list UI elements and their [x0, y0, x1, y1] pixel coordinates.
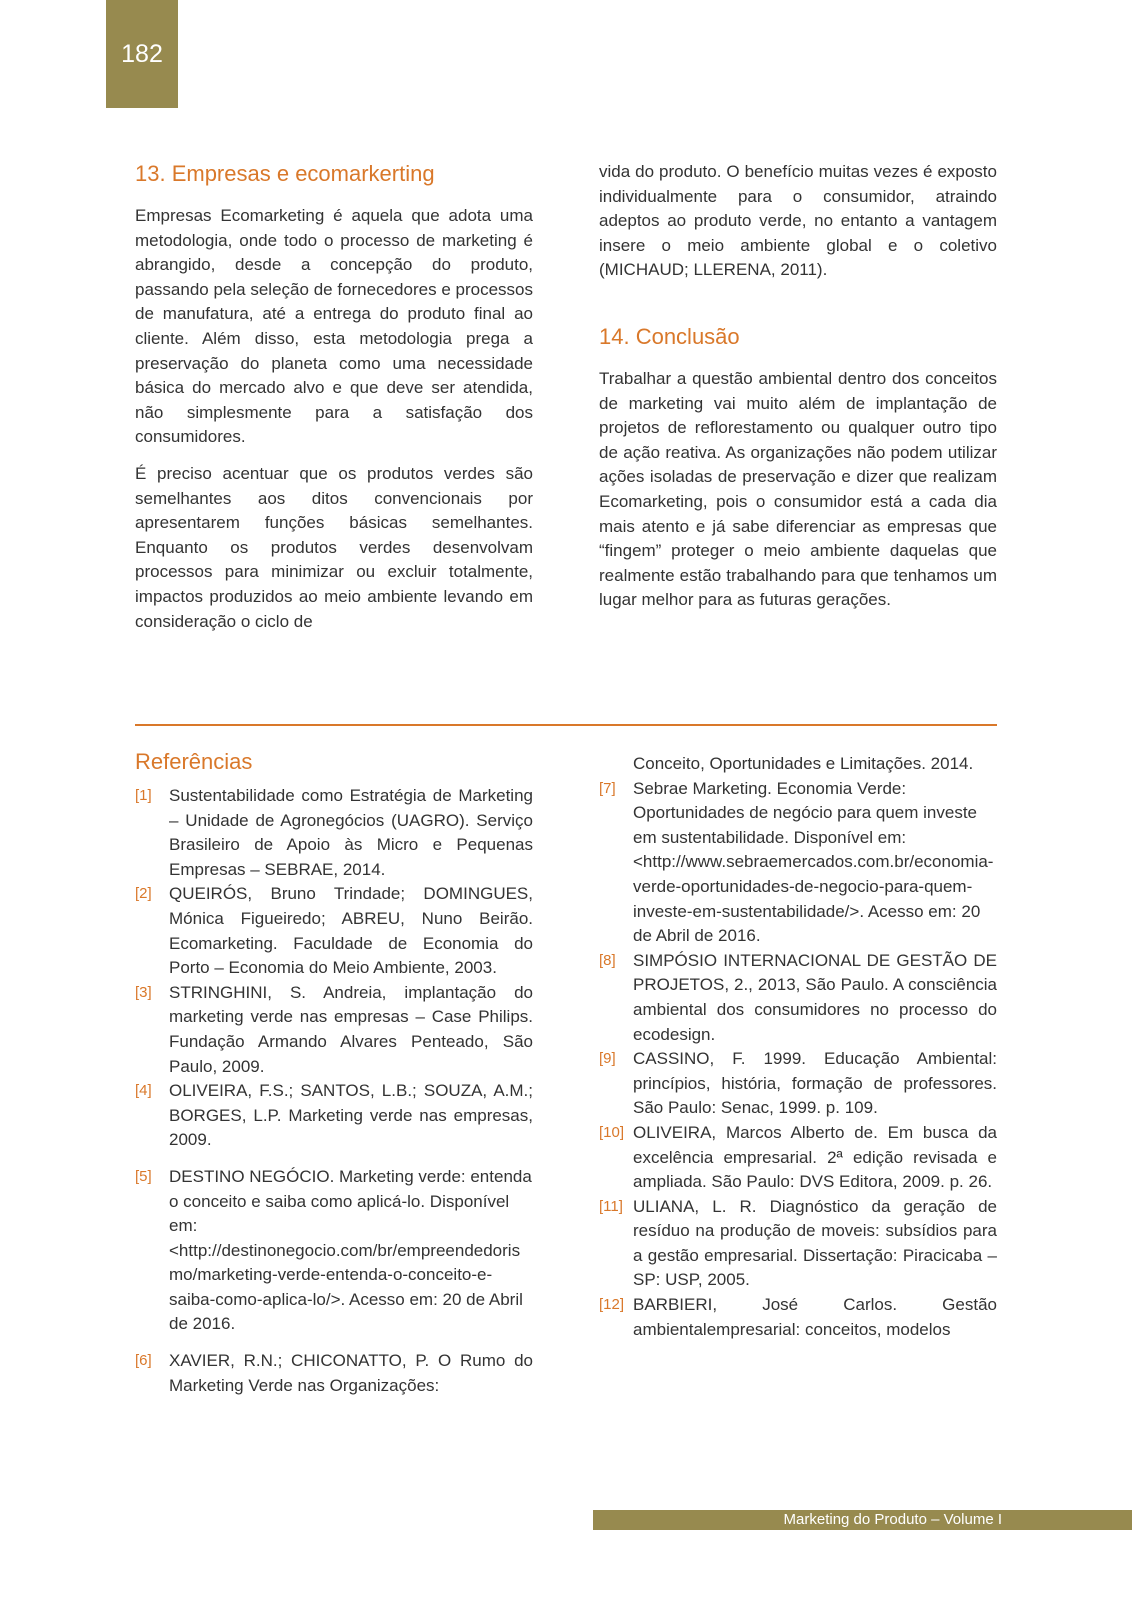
reference-text: QUEIRÓS, Bruno Trindade; DOMINGUES, Mónica Figueiredo; ABREU, Nuno Beirão. Ecomarketing. Faculdade de Economia do Porto – Economia do Meio Ambiente, 2003. — [169, 884, 533, 978]
reference-number: [12] — [599, 1296, 625, 1314]
section-13-paragraph-1: Empresas Ecomarketing é aquela que adota uma metodologia, onde todo o processo de marketing é abrangido, desde a concepção do produto, passando pela seleção de fornecedores e processos de manufatura, até a entrega do produto final ao cliente. Além disso, esta metodologia prega a preservação do planeta como uma necessidade básica do mercado alvo e que deve ser atendida, não simplesmente para a satisfação dos consumidores. — [135, 206, 533, 447]
section-13-paragraph-2: É preciso acentuar que os produtos verdes são semelhantes aos ditos convencionais por apresentarem funções básicas semelhantes. Enquanto os produtos verdes desenvolvam processos para minimizar ou excluir totalmente, impactos produzidos ao meio ambiente levando em consideração o ciclo de — [135, 463, 533, 631]
reference-number: [3] — [135, 983, 152, 1001]
reference-number: [4] — [135, 1082, 152, 1100]
reference-item — [599, 1121, 997, 1195]
section-13-continuation: vida do produto. O benefício muitas vezes é exposto individualmente para o consumidor, atraindo adeptos ao produto verde, no entanto a vantagem insere o meio ambiente global e o coletivo (MICHAUD; LLERENA, 2011). — [599, 162, 997, 280]
reference-item — [135, 784, 533, 882]
reference-item — [599, 949, 997, 1047]
footer-title: Marketing do Produto – Volume I — [593, 1510, 1132, 1530]
reference-item — [599, 1195, 997, 1293]
reference-item — [599, 1293, 997, 1342]
reference-text: OLIVEIRA, Marcos Alberto de. Em busca da excelência empresarial. 2ª edição revisada e ampliada. São Paulo: DVS Editora, 2009. p. 26. — [633, 1122, 997, 1192]
reference-number: [10] — [599, 1123, 625, 1141]
reference-item — [135, 1165, 533, 1337]
reference-text: STRINGHINI, S. Andreia, implantação do marketing verde nas empresas – Case Philips. Fundação Armando Alvares Penteado, São Paulo, 2009. — [169, 982, 533, 1076]
reference-text: BARBIERI, José Carlos. Gestão ambientalempresarial: conceitos, modelos — [633, 1295, 997, 1339]
reference-text: ULIANA, L. R. Diagnóstico da geração de resíduo na produção de moveis: subsídios para a gestão empresarial. Dissertação: Piracicaba – SP: USP, 2005. — [633, 1196, 997, 1290]
reference-number: [7] — [599, 779, 616, 797]
section-14-title: 14. Conclusão — [599, 323, 740, 349]
references-title: Referências — [135, 749, 253, 774]
reference-text: Sustentabilidade como Estratégia de Marketing – Unidade de Agronegócios (UAGRO). Serviço Brasileiro de Apoio às Micro e Pequenas Empresas – SEBRAE, 2014. — [169, 786, 533, 879]
reference-number: [11] — [599, 1197, 623, 1215]
reference-text: XAVIER, R.N.; CHICONATTO, P. O Rumo do Marketing Verde nas Organizações: — [169, 1351, 533, 1395]
reference-continuation: Conceito, Oportunidades e Limitações. 2014. — [633, 754, 974, 773]
reference-number: [8] — [599, 951, 616, 969]
reference-item — [135, 981, 533, 1079]
reference-text: CASSINO, F. 1999. Educação Ambiental: princípios, história, formação de professores. São Paulo: Senac, 1999. p. 109. — [633, 1049, 997, 1118]
reference-text: SIMPÓSIO INTERNACIONAL DE GESTÃO DE PROJETOS, 2., 2013, São Paulo. A consciência ambiental dos consumidores no processo do ecodesign. — [633, 950, 997, 1044]
references-right — [599, 752, 997, 1342]
reference-text: Sebrae Marketing. Economia Verde: Oportunidades de negócio para quem investe em sustentabilidade. Disponível em: <http://www.sebraemercados.com.br/economia-verde-oportunidades-de-negocio-para-quem-investe-em-sustentabilidade/>. Acesso em: 20 de Abril de 2016. — [633, 778, 994, 946]
reference-item — [135, 882, 533, 980]
section-divider — [135, 724, 997, 726]
page-number: 182 — [106, 0, 178, 108]
column-right — [599, 160, 997, 625]
reference-number: [2] — [135, 885, 152, 903]
reference-text: OLIVEIRA, F.S.; SANTOS, L.B.; SOUZA, A.M.; BORGES, L.P. Marketing verde nas empresas, 2009. — [169, 1081, 533, 1150]
reference-item — [135, 1349, 533, 1398]
reference-number: [5] — [135, 1167, 152, 1185]
reference-item — [135, 1079, 533, 1153]
section-13-title: 13. Empresas e ecomarkerting — [135, 161, 435, 186]
reference-number: [9] — [599, 1050, 616, 1068]
reference-text: DESTINO NEGÓCIO. Marketing verde: entenda o conceito e saiba como aplicá-lo. Disponível em: <http://destinonegocio.com/br/empreendedorismo/marketing-verde-entenda-o-conceito-e-saiba-como-aplica-lo/>. Acesso em: 20 de Abril de 2016. — [169, 1166, 532, 1334]
column-left — [135, 160, 533, 646]
reference-number: [6] — [135, 1352, 152, 1370]
reference-number: [1] — [135, 787, 152, 804]
reference-item — [599, 777, 997, 949]
reference-item — [599, 1047, 997, 1121]
section-14-paragraph: Trabalhar a questão ambiental dentro dos conceitos de marketing vai muito além de implantação de projetos de reflorestamento ou qualquer outro tipo de ação reativa. As organizações não podem utilizar ações isoladas de preservação e dizer que realizam Ecomarketing, pois o consumidor está a cada dia mais atento e já sabe diferenciar as empresas que “fingem” proteger o meio ambiente daquelas que realmente estão trabalhando para que tenhamos um lugar melhor para as futuras gerações. — [599, 368, 997, 610]
references-left — [135, 748, 533, 1398]
